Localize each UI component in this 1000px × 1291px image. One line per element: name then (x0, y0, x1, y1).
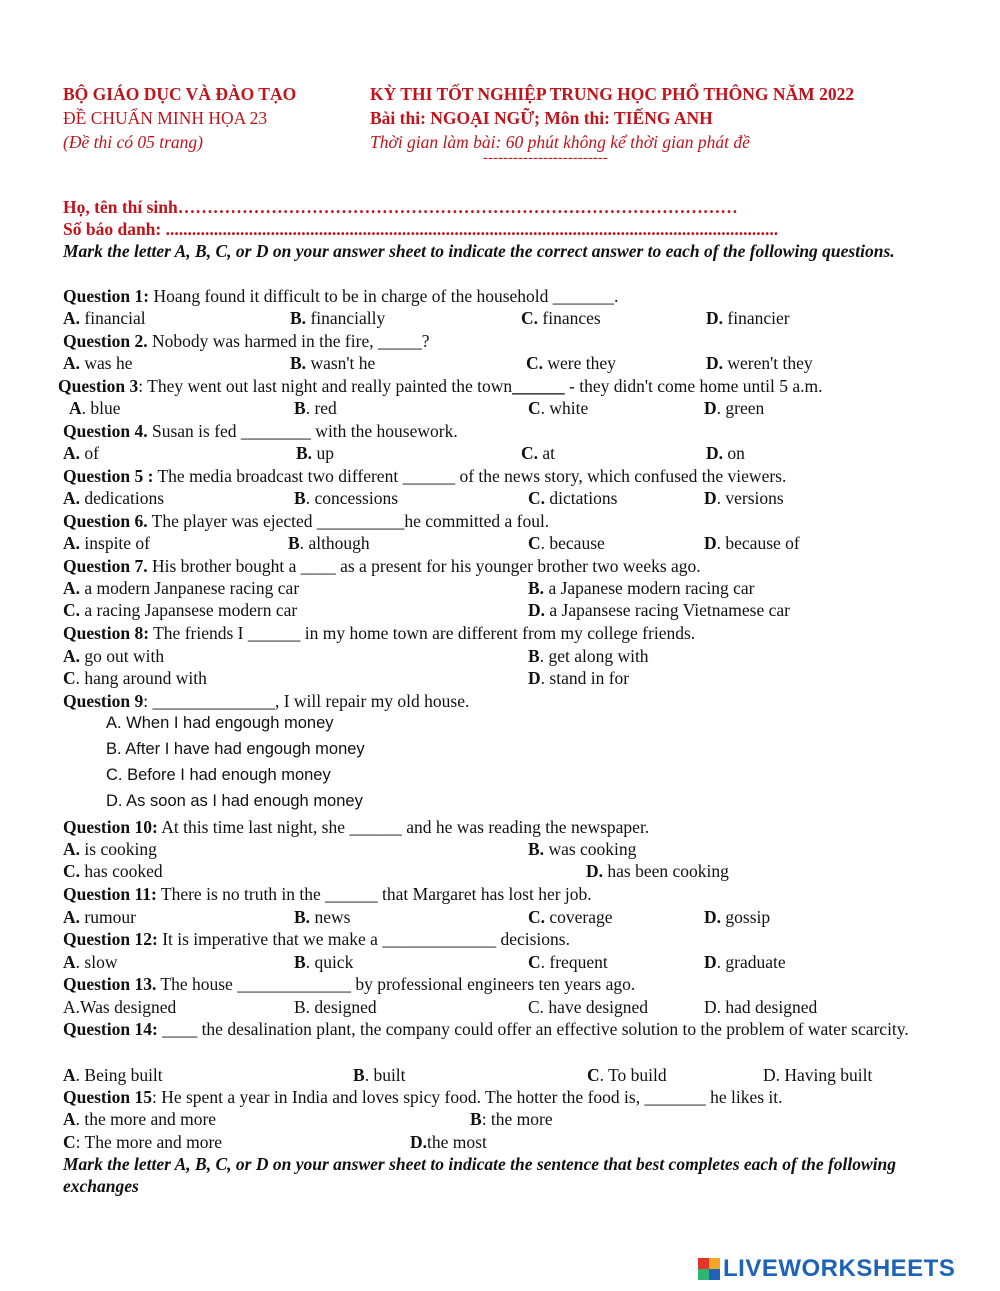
q1-option-b[interactable]: B. financially (290, 308, 386, 328)
time-note: Thời gian làm bài: 60 phút không kể thời gian phát đề (370, 132, 750, 152)
q9-option-a[interactable]: A. When I had engough money (106, 714, 334, 732)
question-2 (63, 330, 429, 352)
q4-option-c[interactable]: C. at (521, 443, 556, 463)
q7-option-c[interactable]: C. a racing Japansese modern car (63, 600, 298, 620)
q8-option-b[interactable]: B. get along with (528, 646, 649, 666)
question-10 (63, 816, 649, 838)
q5-option-b[interactable]: B. concessions (294, 488, 399, 508)
question-label: Question 9 (63, 691, 144, 711)
q14-option-c[interactable]: C. To build (587, 1065, 667, 1085)
question-text: Hoang found it difficult to be in charge of the household _______. (149, 286, 619, 306)
q5-option-c[interactable]: C. dictations (528, 488, 618, 508)
q11-option-d[interactable]: D. gossip (704, 907, 771, 927)
q8-option-c[interactable]: C. hang around with (63, 668, 207, 688)
q3-option-a[interactable]: A. blue (69, 398, 121, 418)
question-text: Susan is fed ________ with the housework. (147, 421, 458, 441)
q15-option-d[interactable]: D.the most (410, 1132, 487, 1152)
q11-option-b[interactable]: B. news (294, 907, 351, 927)
q14-option-a[interactable]: A. Being built (63, 1065, 163, 1085)
question-label: Question 4. (63, 421, 148, 441)
question-text: At this time last night, she ______ and he was reading the newspaper. (157, 817, 650, 837)
q10-option-c[interactable]: C. has cooked (63, 861, 163, 881)
question-text: There is no truth in the ______ that Margaret has lost her job. (156, 884, 592, 904)
q5-option-a[interactable]: A. dedications (63, 488, 165, 508)
question-4 (63, 420, 458, 442)
q12-option-b[interactable]: B. quick (294, 952, 354, 972)
question-label: Question 3 (58, 376, 139, 396)
q1-option-d[interactable]: D. financier (706, 308, 790, 328)
candidate-name-line: Họ, tên thí sinh…………………………………………………………………………………… (63, 197, 738, 217)
question-text: The friends I ______ in my home town are different from my college friends. (149, 623, 696, 643)
question-7 (63, 555, 701, 577)
question-label: Question 15 (63, 1087, 152, 1107)
question-label: Question 6. (63, 511, 148, 531)
q10-option-a[interactable]: A. is cooking (63, 839, 157, 859)
question-label: Question 1: (63, 286, 150, 306)
q2-option-b[interactable]: B. wasn't he (290, 353, 376, 373)
q11-option-a[interactable]: A. rumour (63, 907, 136, 927)
question-label: Question 11: (63, 884, 157, 904)
question-text: The media broadcast two different ______ of the news story, which confused the viewers. (153, 466, 787, 486)
q6-option-b[interactable]: B. although (288, 533, 370, 553)
question-label: Question 13. (63, 974, 157, 994)
q2-option-a[interactable]: A. was he (63, 353, 133, 373)
question-label: Question 10: (63, 817, 158, 837)
question-11 (63, 883, 592, 905)
question-label: Question 7. (63, 556, 148, 576)
q7-option-a[interactable]: A. a modern Janpanese racing car (63, 578, 300, 598)
q1-option-a[interactable]: A. financial (63, 308, 146, 328)
q14-option-d[interactable]: D. Having built (763, 1065, 873, 1085)
exam-subject: Bài thi: NGOẠI NGỮ; Môn thi: TIẾNG ANH (370, 108, 713, 128)
q10-option-b[interactable]: B. was cooking (528, 839, 637, 859)
q10-option-d[interactable]: D. has been cooking (586, 861, 729, 881)
q4-option-d[interactable]: D. on (706, 443, 745, 463)
q9-option-b[interactable]: B. After I have had engough money (106, 740, 365, 758)
question-3 (58, 375, 822, 397)
question-text-end: - they didn't come home until 5 a.m. (564, 376, 823, 396)
exam-title: KỲ THI TỐT NGHIỆP TRUNG HỌC PHỔ THÔNG NĂM 2022 (370, 84, 855, 104)
question-text: : ______________, I will repair my old house. (143, 691, 470, 711)
candidate-id-line: Số báo danh: ............................................................................................................................................ (63, 219, 779, 239)
q9-option-d[interactable]: D. As soon as I had enough money (106, 792, 363, 810)
question-14 (63, 1018, 923, 1040)
q6-option-d[interactable]: D. because of (704, 533, 800, 553)
question-label: Question 2. (63, 331, 148, 351)
question-label: Question 12: (63, 929, 158, 949)
question-label: Question 5 : (63, 466, 154, 486)
q12-option-d[interactable]: D. graduate (704, 952, 786, 972)
question-label: Question 8: (63, 623, 150, 643)
q9-option-c[interactable]: C. Before I had enough money (106, 766, 331, 784)
question-8 (63, 622, 695, 644)
exam-code: ĐỀ CHUẨN MINH HỌA 23 (63, 108, 268, 128)
liveworksheets-brand: LIVEWORKSHEETS (723, 1255, 956, 1282)
q14-option-b[interactable]: B. built (353, 1065, 406, 1085)
q13-option-a[interactable]: A.Was designed (63, 997, 177, 1017)
q3-option-b[interactable]: B. red (294, 398, 337, 418)
q13-option-d[interactable]: D. had designed (704, 997, 818, 1017)
q2-option-d[interactable]: D. weren't they (706, 353, 813, 373)
q12-option-a[interactable]: A. slow (63, 952, 118, 972)
header-left (63, 82, 296, 154)
liveworksheets-logo-icon (698, 1258, 720, 1280)
q8-option-a[interactable]: A. go out with (63, 646, 165, 666)
q5-option-d[interactable]: D. versions (704, 488, 784, 508)
q8-option-d[interactable]: D. stand in for (528, 668, 630, 688)
question-6 (63, 510, 549, 532)
question-text: : He spent a year in India and loves spicy food. The hotter the food is, _______ he likes it. (151, 1087, 783, 1107)
question-label: Question 14: (63, 1019, 158, 1039)
question-text: : They went out last night and really painted the town (138, 376, 513, 396)
instruction-part-2: Mark the letter A, B, C, or D on your answer sheet to indicate the sentence that best completes each of the following exchanges (63, 1154, 897, 1196)
q6-option-c[interactable]: C. because (528, 533, 605, 553)
q11-option-c[interactable]: C. coverage (528, 907, 613, 927)
ministry-name: BỘ GIÁO DỤC VÀ ĐÀO TẠO (63, 84, 297, 104)
instruction-part-1: Mark the letter A, B, C, or D on your answer sheet to indicate the correct answer to each of the following questions. (63, 241, 895, 261)
question-15 (63, 1086, 783, 1108)
pages-note: (Đề thi có 05 trang) (63, 132, 203, 152)
question-text: It is imperative that we make a _____________ decisions. (157, 929, 570, 949)
q7-option-b[interactable]: B. a Japanese modern racing car (528, 578, 755, 598)
q2-option-c[interactable]: C. were they (526, 353, 616, 373)
liveworksheets-logo (698, 1255, 955, 1283)
q4-option-b[interactable]: B. up (296, 443, 334, 463)
question-text: The house _____________ by professional engineers ten years ago. (156, 974, 636, 994)
q15-option-c[interactable]: C: The more and more (63, 1132, 223, 1152)
q3-option-d[interactable]: D. green (704, 398, 765, 418)
q1-option-c[interactable]: C. finances (521, 308, 601, 328)
question-blank: ______ (512, 376, 565, 396)
question-text: Nobody was harmed in the fire, _____? (147, 331, 430, 351)
question-12 (63, 928, 570, 950)
q12-option-c[interactable]: C. frequent (528, 952, 608, 972)
q15-option-a[interactable]: A. the more and more (63, 1109, 217, 1129)
question-text: His brother bought a ____ as a present for his younger brother two weeks ago. (147, 556, 701, 576)
question-13 (63, 973, 635, 995)
q3-option-c[interactable]: C. white (528, 398, 589, 418)
question-5 (63, 465, 786, 487)
q13-option-b[interactable]: B. designed (294, 997, 377, 1017)
question-text: ____ the desalination plant, the company could offer an effective solution to the problem of water scarcity. (157, 1019, 909, 1039)
q4-option-a[interactable]: A. of (63, 443, 99, 463)
header-right (370, 82, 854, 154)
q13-option-c[interactable]: C. have designed (528, 997, 649, 1017)
q6-option-a[interactable]: A. inspite of (63, 533, 151, 553)
question-text: The player was ejected __________he committed a foul. (147, 511, 550, 531)
q7-option-d[interactable]: D. a Japansese racing Vietnamese car (528, 600, 790, 620)
question-1 (63, 285, 618, 307)
q15-option-b[interactable]: B: the more (470, 1109, 553, 1129)
question-9 (63, 690, 469, 712)
header-divider: ------------------------- (483, 150, 608, 166)
